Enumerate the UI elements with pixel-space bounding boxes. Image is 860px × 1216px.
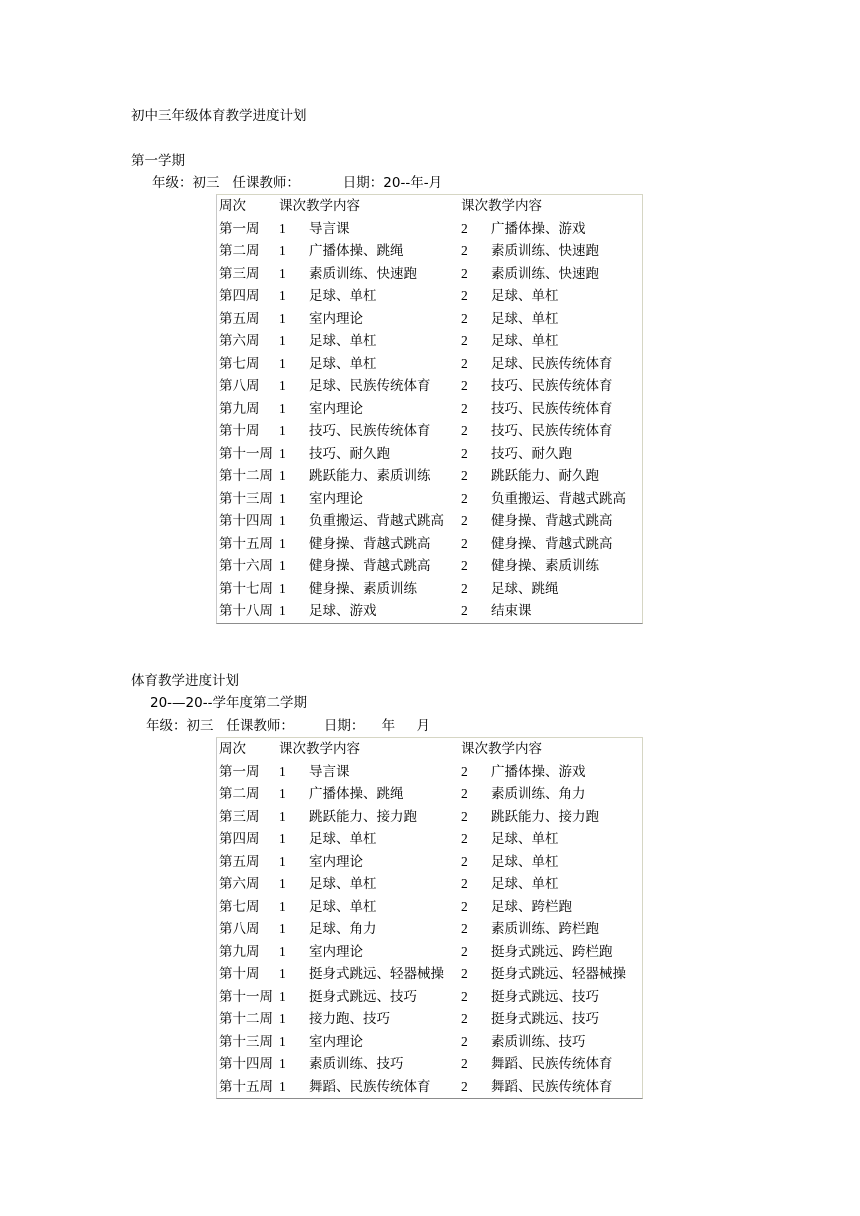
lesson-number-2: 2: [461, 558, 468, 573]
lesson-content-1: 室内理论: [309, 943, 363, 960]
lesson-content-1: 技巧、民族传统体育: [309, 423, 431, 439]
week-cell: 第八周: [219, 921, 260, 937]
lesson-content-1: 足球、角力: [309, 921, 377, 937]
lesson-number-2: 2: [461, 333, 468, 348]
lesson-content-2: 足球、单杠: [491, 333, 559, 349]
table-row: [217, 330, 642, 353]
week-cell: 第七周: [219, 898, 260, 915]
table-row: [217, 398, 642, 421]
lesson-content-1: 挺身式跳远、轻器械操: [309, 966, 444, 982]
table-row: [217, 308, 642, 331]
lesson-content-1: 室内理论: [309, 853, 363, 870]
week-cell: 第八周: [219, 378, 260, 394]
lesson-number-2: 2: [461, 445, 468, 461]
lesson-content-2: 技巧、民族传统体育: [491, 423, 613, 439]
lesson-number-1: 1: [279, 853, 286, 869]
lesson-number-2: 2: [461, 1033, 468, 1049]
lesson-content-2: 技巧、民族传统体育: [491, 400, 613, 417]
lesson-number-1: 1: [279, 921, 286, 936]
lesson-number-1: 1: [279, 310, 286, 326]
table-row: [217, 488, 642, 511]
table-row: [217, 578, 642, 601]
lesson-number-1: 1: [279, 535, 286, 551]
lesson-content-2: 素质训练、角力: [491, 786, 586, 802]
lesson-number-1: 1: [279, 966, 286, 981]
lesson-number-1: 1: [279, 763, 286, 779]
lesson-content-1: 广播体操、跳绳: [309, 243, 404, 259]
lesson-content-1: 健身操、素质训练: [309, 580, 417, 597]
lesson-number-1: 1: [279, 1056, 286, 1071]
lesson-content-1: 室内理论: [309, 400, 363, 417]
lesson-content-2: 足球、单杠: [491, 853, 559, 870]
lesson-number-2: 2: [461, 535, 468, 551]
lesson-content-2: 舞蹈、民族传统体育: [491, 1078, 613, 1095]
lesson-content-1: 足球、民族传统体育: [309, 378, 431, 394]
lesson-content-1: 广播体操、跳绳: [309, 786, 404, 802]
lesson-number-1: 1: [279, 445, 286, 461]
table-row: [217, 375, 642, 398]
lesson-content-2: 健身操、背越式跳高: [491, 513, 613, 529]
lesson-content-1: 足球、单杠: [309, 898, 377, 915]
lesson-content-1: 跳跃能力、素质训练: [309, 468, 431, 484]
lesson-number-1: 1: [279, 943, 286, 959]
lesson-number-2: 2: [461, 378, 468, 393]
lesson-content-2: 广播体操、游戏: [491, 763, 586, 780]
week-cell: 第四周: [219, 288, 260, 304]
lesson-number-2: 2: [461, 831, 468, 846]
week-cell: 第九周: [219, 943, 260, 960]
lesson-number-2: 2: [461, 763, 468, 779]
week-cell: 第五周: [219, 853, 260, 870]
lesson-number-1: 1: [279, 988, 286, 1004]
lesson-content-2: 素质训练、跨栏跑: [491, 921, 599, 937]
lesson-content-1: 室内理论: [309, 310, 363, 327]
week-cell: 第十一周: [219, 445, 273, 462]
table-row: [217, 218, 642, 241]
table-row: [217, 986, 642, 1009]
lesson-content-2: 挺身式跳远、轻器械操: [491, 966, 626, 982]
lesson-number-1: 1: [279, 1011, 286, 1026]
plan1-title: 初中三年级体育教学进度计划: [131, 108, 307, 124]
lesson-content-1: 足球、单杠: [309, 288, 377, 304]
table-row: [217, 783, 642, 806]
week-cell: 第六周: [219, 876, 260, 892]
plan2-schedule-table: [216, 737, 643, 1099]
week-cell: 第十周: [219, 423, 260, 439]
week-cell: 第十五周: [219, 535, 273, 552]
week-cell: 第十二周: [219, 468, 273, 484]
lesson-number-2: 2: [461, 988, 468, 1004]
lesson-number-2: 2: [461, 580, 468, 596]
lesson-number-2: 2: [461, 943, 468, 959]
lesson-number-1: 1: [279, 243, 286, 258]
plan2-title: 体育教学进度计划: [131, 673, 239, 689]
table-row: [217, 941, 642, 964]
lesson-number-1: 1: [279, 1078, 286, 1094]
lesson-content-2: 技巧、耐久跑: [491, 445, 572, 462]
lesson-content-2: 挺身式跳远、技巧: [491, 1011, 599, 1027]
lesson-content-2: 健身操、素质训练: [491, 558, 599, 574]
lesson-content-2: 足球、跳绳: [491, 580, 559, 597]
table-row: [217, 896, 642, 919]
week-cell: 第十七周: [219, 580, 273, 597]
lesson-content-1: 室内理论: [309, 1033, 363, 1050]
week-cell: 第二周: [219, 243, 260, 259]
lesson-number-1: 1: [279, 400, 286, 416]
lesson-number-1: 1: [279, 490, 286, 506]
plan2-info: 年级：初三 任课教师： 日期： 年 月: [146, 718, 431, 734]
lesson-number-1: 1: [279, 603, 286, 618]
lesson-content-1: 素质训练、快速跑: [309, 265, 417, 282]
lesson-number-2: 2: [461, 1011, 468, 1026]
table-row: [217, 555, 642, 578]
table-row: [217, 918, 642, 941]
header-content-1: 课次教学内容: [279, 741, 360, 757]
table-row: [217, 806, 642, 829]
lesson-number-2: 2: [461, 898, 468, 914]
lesson-number-2: 2: [461, 876, 468, 891]
table-row: [217, 263, 642, 286]
table-row: [217, 1076, 642, 1099]
lesson-number-1: 1: [279, 378, 286, 393]
header-content-1: 课次教学内容: [279, 198, 360, 214]
week-cell: 第五周: [219, 310, 260, 327]
lesson-content-1: 健身操、背越式跳高: [309, 535, 431, 552]
table-row: [217, 963, 642, 986]
lesson-content-2: 挺身式跳远、技巧: [491, 988, 599, 1005]
lesson-content-1: 挺身式跳远、技巧: [309, 988, 417, 1005]
table-row: [217, 600, 642, 623]
week-cell: 第十三周: [219, 1033, 273, 1050]
header-week: 周次: [219, 741, 246, 757]
header-content-2: 课次教学内容: [461, 198, 542, 214]
week-cell: 第二周: [219, 786, 260, 802]
lesson-number-1: 1: [279, 580, 286, 596]
lesson-content-1: 导言课: [309, 220, 350, 237]
week-cell: 第十四周: [219, 1056, 273, 1072]
lesson-number-1: 1: [279, 468, 286, 483]
lesson-number-1: 1: [279, 1033, 286, 1049]
lesson-number-2: 2: [461, 1056, 468, 1071]
table-row: [217, 761, 642, 784]
table-row: [217, 851, 642, 874]
lesson-content-2: 素质训练、快速跑: [491, 243, 599, 259]
table-row: [217, 443, 642, 466]
lesson-content-2: 技巧、民族传统体育: [491, 378, 613, 394]
lesson-content-2: 挺身式跳远、跨栏跑: [491, 943, 613, 960]
lesson-content-2: 结束课: [491, 603, 532, 619]
lesson-content-1: 足球、单杠: [309, 355, 377, 372]
lesson-content-1: 舞蹈、民族传统体育: [309, 1078, 431, 1095]
lesson-number-1: 1: [279, 220, 286, 236]
table-row: [217, 510, 642, 533]
lesson-content-2: 跳跃能力、接力跑: [491, 808, 599, 825]
lesson-content-2: 足球、单杠: [491, 876, 559, 892]
lesson-content-2: 足球、单杠: [491, 288, 559, 304]
table-row: [217, 533, 642, 556]
week-cell: 第十五周: [219, 1078, 273, 1095]
week-cell: 第十六周: [219, 558, 273, 574]
lesson-content-2: 足球、单杠: [491, 831, 559, 847]
week-cell: 第十一周: [219, 988, 273, 1005]
lesson-number-2: 2: [461, 786, 468, 801]
table-row: [217, 1031, 642, 1054]
lesson-number-2: 2: [461, 603, 468, 618]
lesson-content-1: 健身操、背越式跳高: [309, 558, 431, 574]
lesson-content-2: 跳跃能力、耐久跑: [491, 468, 599, 484]
table-row: [217, 420, 642, 443]
lesson-number-1: 1: [279, 558, 286, 573]
lesson-number-1: 1: [279, 786, 286, 801]
lesson-number-1: 1: [279, 876, 286, 891]
week-cell: 第六周: [219, 333, 260, 349]
week-cell: 第十二周: [219, 1011, 273, 1027]
lesson-number-1: 1: [279, 265, 286, 281]
header-content-2: 课次教学内容: [461, 741, 542, 757]
table-row: [217, 465, 642, 488]
week-cell: 第七周: [219, 355, 260, 372]
table-row: [217, 353, 642, 376]
lesson-number-2: 2: [461, 1078, 468, 1094]
week-cell: 第九周: [219, 400, 260, 417]
lesson-content-1: 室内理论: [309, 490, 363, 507]
plan2-year: 20-—20--学年度第二学期: [150, 695, 307, 711]
week-cell: 第一周: [219, 763, 260, 780]
table-row: [217, 240, 642, 263]
table-header-row: [217, 738, 642, 761]
table-row: [217, 873, 642, 896]
lesson-number-2: 2: [461, 355, 468, 371]
header-week: 周次: [219, 198, 246, 214]
week-cell: 第十三周: [219, 490, 273, 507]
lesson-number-1: 1: [279, 333, 286, 348]
week-cell: 第十八周: [219, 603, 273, 619]
lesson-number-1: 1: [279, 423, 286, 438]
lesson-content-1: 接力跑、技巧: [309, 1011, 390, 1027]
lesson-content-1: 足球、单杠: [309, 831, 377, 847]
lesson-content-2: 舞蹈、民族传统体育: [491, 1056, 613, 1072]
lesson-content-2: 健身操、背越式跳高: [491, 535, 613, 552]
lesson-content-2: 足球、民族传统体育: [491, 355, 613, 372]
lesson-content-2: 足球、跨栏跑: [491, 898, 572, 915]
lesson-number-1: 1: [279, 898, 286, 914]
lesson-number-2: 2: [461, 513, 468, 528]
lesson-number-2: 2: [461, 490, 468, 506]
lesson-number-2: 2: [461, 468, 468, 483]
lesson-content-2: 素质训练、快速跑: [491, 265, 599, 282]
lesson-content-1: 足球、单杠: [309, 333, 377, 349]
lesson-content-2: 素质训练、技巧: [491, 1033, 586, 1050]
lesson-number-2: 2: [461, 808, 468, 824]
lesson-number-2: 2: [461, 265, 468, 281]
lesson-content-2: 足球、单杠: [491, 310, 559, 327]
table-row: [217, 1008, 642, 1031]
lesson-number-1: 1: [279, 808, 286, 824]
lesson-number-1: 1: [279, 288, 286, 303]
week-cell: 第十四周: [219, 513, 273, 529]
table-row: [217, 1053, 642, 1076]
plan1-schedule-table: [216, 194, 643, 624]
lesson-number-2: 2: [461, 243, 468, 258]
plan1-info: 年级：初三 任课教师： 日期：20--年-月: [152, 175, 443, 191]
week-cell: 第三周: [219, 808, 260, 825]
lesson-content-1: 技巧、耐久跑: [309, 445, 390, 462]
lesson-content-1: 素质训练、技巧: [309, 1056, 404, 1072]
lesson-content-1: 足球、单杠: [309, 876, 377, 892]
lesson-content-1: 跳跃能力、接力跑: [309, 808, 417, 825]
lesson-number-1: 1: [279, 831, 286, 846]
week-cell: 第十周: [219, 966, 260, 982]
lesson-content-2: 广播体操、游戏: [491, 220, 586, 237]
lesson-content-2: 负重搬运、背越式跳高: [491, 490, 626, 507]
week-cell: 第一周: [219, 220, 260, 237]
table-row: [217, 828, 642, 851]
lesson-number-2: 2: [461, 853, 468, 869]
lesson-number-2: 2: [461, 400, 468, 416]
lesson-number-2: 2: [461, 921, 468, 936]
lesson-number-2: 2: [461, 288, 468, 303]
lesson-number-2: 2: [461, 966, 468, 981]
lesson-number-2: 2: [461, 220, 468, 236]
plan1-semester: 第一学期: [131, 153, 185, 169]
week-cell: 第三周: [219, 265, 260, 282]
lesson-content-1: 足球、游戏: [309, 603, 377, 619]
table-header-row: [217, 195, 642, 218]
lesson-number-2: 2: [461, 310, 468, 326]
table-row: [217, 285, 642, 308]
lesson-number-1: 1: [279, 513, 286, 528]
lesson-number-2: 2: [461, 423, 468, 438]
lesson-content-1: 负重搬运、背越式跳高: [309, 513, 444, 529]
lesson-content-1: 导言课: [309, 763, 350, 780]
lesson-number-1: 1: [279, 355, 286, 371]
week-cell: 第四周: [219, 831, 260, 847]
